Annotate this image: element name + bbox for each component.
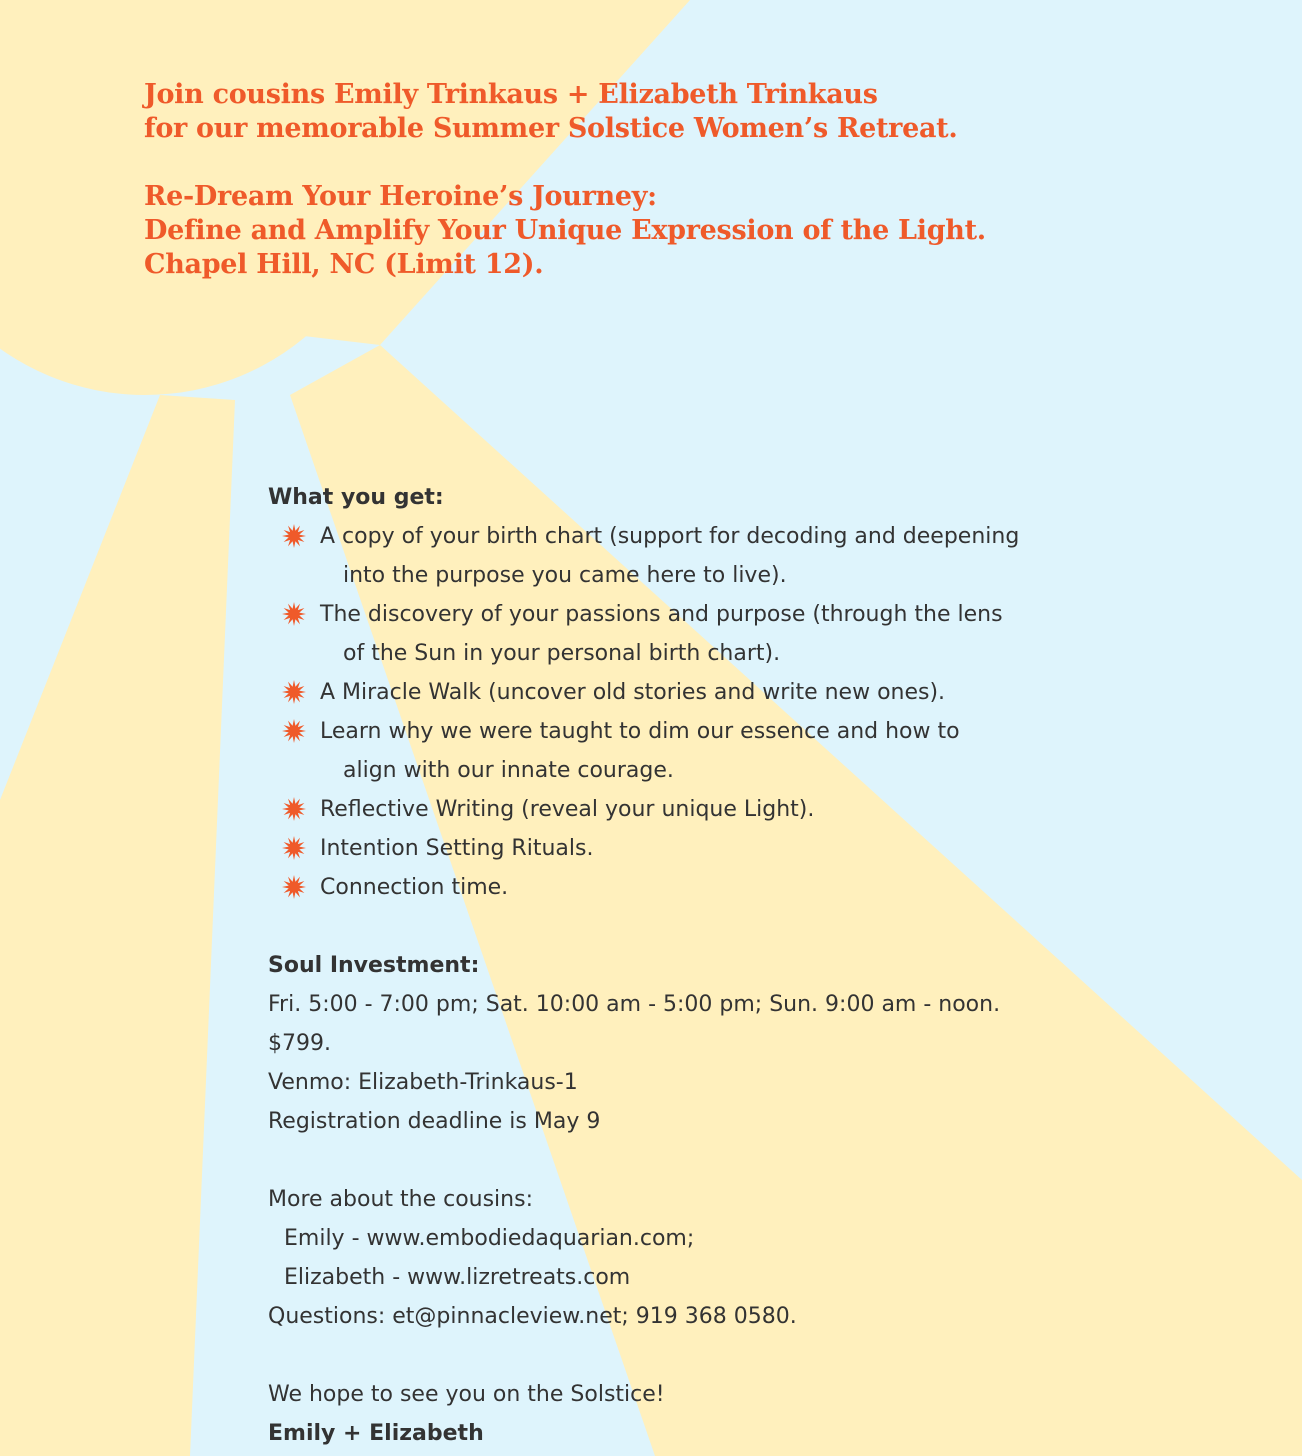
schedule-text: Fri. 5:00 - 7:00 pm; Sat. 10:00 am - 5:00 pm; Sun. 9:00 am - noon. [268, 992, 1001, 1017]
section-gap [268, 1336, 1248, 1375]
closing-message: We hope to see you on the Solstice! [268, 1382, 665, 1407]
benefit-item [268, 790, 1248, 829]
benefit-text [320, 868, 1248, 907]
benefit-text [320, 829, 1248, 868]
benefit-item [268, 517, 1248, 595]
benefits-list [268, 517, 1248, 907]
benefit-line-continued: into the purpose you came here to live). [343, 563, 787, 588]
benefits-label: What you get: [268, 485, 444, 510]
benefit-item [268, 673, 1248, 712]
intro-line-1: Join cousins Emily Trinkaus + Elizabeth Trinkaus [144, 79, 878, 110]
benefit-text [320, 790, 1248, 829]
headline-gap [144, 146, 1244, 180]
benefit-line: Connection time. [320, 875, 509, 900]
benefit-item [268, 868, 1248, 907]
location-line: Chapel Hill, NC (Limit 12). [144, 249, 544, 280]
investment-label: Soul Investment: [268, 953, 480, 978]
benefit-item [268, 595, 1248, 673]
starburst-icon [282, 719, 306, 743]
benefit-line: The discovery of your passions and purpose (through the lens [320, 602, 1003, 627]
starburst-icon [282, 602, 306, 626]
emily-website-link[interactable]: Emily - www.embodiedaquarian.com; [284, 1226, 695, 1251]
benefit-line-continued: of the Sun in your personal birth chart). [343, 641, 781, 666]
benefit-text [320, 595, 1248, 673]
elizabeth-website-link[interactable]: Elizabeth - www.lizretreats.com [284, 1265, 631, 1290]
starburst-icon [282, 797, 306, 821]
benefit-line: Learn why we were taught to dim our essence and how to [320, 719, 960, 744]
benefit-text [320, 673, 1248, 712]
benefit-text [320, 517, 1248, 595]
benefit-text [320, 712, 1248, 790]
starburst-icon [282, 836, 306, 860]
questions-contact[interactable]: Questions: et@pinnacleview.net; 919 368 0580. [268, 1304, 797, 1329]
benefit-item [268, 829, 1248, 868]
theme-line-1: Re-Dream Your Heroine’s Journey: [144, 181, 657, 212]
intro-line-2: for our memorable Summer Solstice Women’s Retreat. [144, 113, 958, 144]
benefit-line: A Miracle Walk (uncover old stories and write new ones). [320, 680, 946, 705]
venmo-text: Venmo: Elizabeth-Trinkaus-1 [268, 1070, 578, 1095]
section-gap [268, 907, 1248, 946]
signature: Emily + Elizabeth [268, 1421, 484, 1446]
cousins-label: More about the cousins: [268, 1187, 533, 1212]
retreat-details [268, 478, 1248, 1453]
sun-ray [0, 395, 235, 1456]
benefit-line: Reflective Writing (reveal your unique Light). [320, 797, 815, 822]
starburst-icon [282, 680, 306, 704]
benefit-line: Intention Setting Rituals. [320, 836, 594, 861]
benefit-line-continued: align with our innate courage. [343, 758, 674, 783]
starburst-icon [282, 524, 306, 548]
price-text: $799. [268, 1031, 331, 1056]
deadline-text: Registration deadline is May 9 [268, 1109, 601, 1134]
headline [144, 78, 1244, 282]
benefit-line: A copy of your birth chart (support for decoding and deepening [320, 524, 1020, 549]
section-gap [268, 1141, 1248, 1180]
starburst-icon [282, 875, 306, 899]
benefit-item [268, 712, 1248, 790]
theme-line-2: Define and Amplify Your Unique Expression of the Light. [144, 215, 986, 246]
